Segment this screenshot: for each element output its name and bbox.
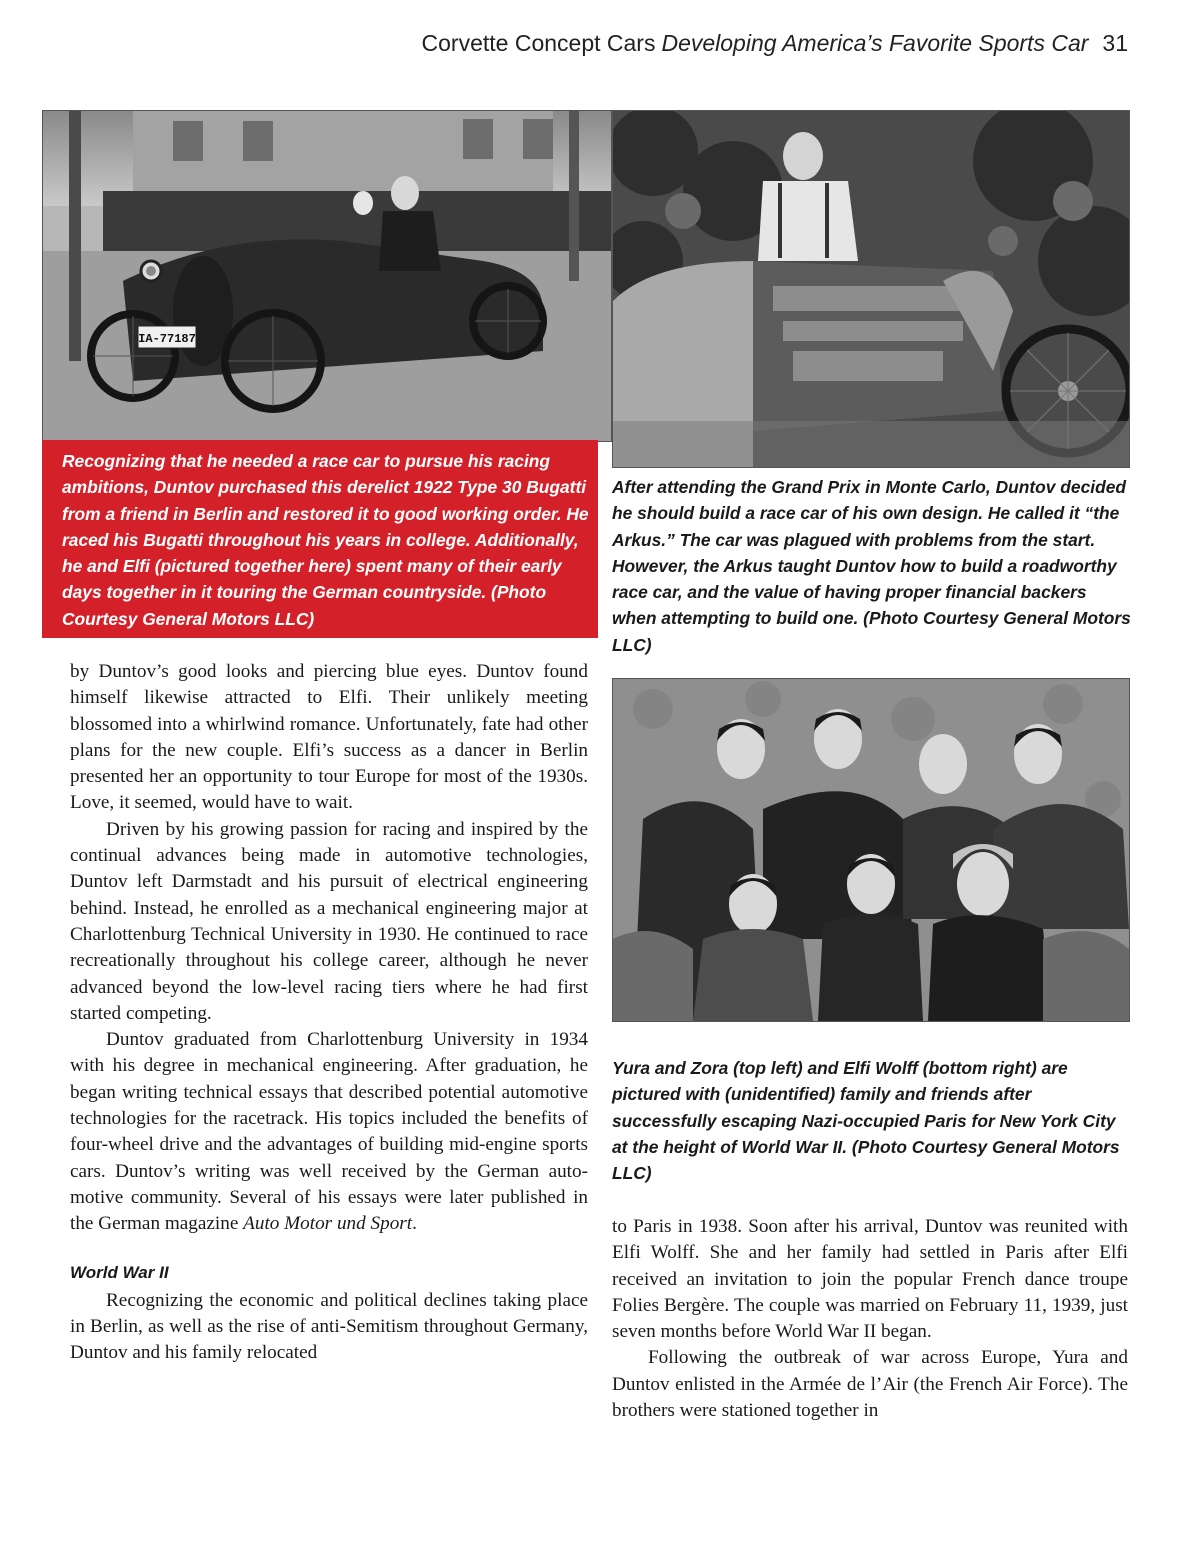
book-title: Corvette Concept Cars — [421, 30, 656, 56]
book-subtitle: Developing America’s Favorite Sports Car — [661, 30, 1089, 56]
page-number: 31 — [1102, 30, 1128, 56]
arkus-photo — [612, 110, 1130, 468]
paragraph-end: . — [412, 1213, 417, 1235]
paragraph: Recognizing the economic and political declines taking place in Berlin, as well as the rise of anti-Semitism throughout Germany, Duntov and his family relocated — [70, 1289, 588, 1364]
body-column-left — [70, 659, 588, 1367]
section-heading: World War II — [70, 1262, 169, 1282]
paragraph — [70, 1027, 588, 1237]
family-caption: Yura and Zora (top left) and Elfi Wolff (bottom right) are pictured with (unidentified) family and friends after successfully escaping Nazi-occupied Paris for New York City at the height of World War II. (Photo Courtesy General Motors LLC) — [612, 1058, 1120, 1184]
family-photo — [612, 678, 1130, 1022]
paragraph: to Paris in 1938. Soon after his arrival, Duntov was reunited with Elfi Wolff. She and her family had settled in Paris after Elfi received an invitation to join the popular French dance troupe Folies Bergère. The couple was married on February 11, 1939, just seven months before World War II began. — [612, 1216, 1128, 1343]
magazine-title: Auto Motor und Sport — [243, 1213, 413, 1235]
running-header — [422, 30, 1128, 57]
license-plate: IA-77187 — [138, 332, 196, 346]
paragraph: by Duntov’s good looks and piercing blue eyes. Duntov found himself likewise attracted to Elfi. Their unlikely meeting blossomed into a whirlwind romance. Unfortunately, fate had other plans for the new couple. Elfi’s success as a dancer in Berlin presented her an opportunity to tour Europe for most of the 1930s. Love, it seemed, would have to wait. — [70, 661, 588, 814]
bugatti-photo — [42, 110, 612, 442]
body-column-right — [612, 1214, 1128, 1424]
paragraph: Driven by his growing passion for racing and inspired by the continual advances being made in automotive technologies, Duntov left Darmstadt and his pursuit of electrical engineering behind. Instead, he enrolled as a mechanical engineering major at Charlottenburg Technical University in 1930. He continued to race recreationally throughout his college career, although he never advanced beyond the low-level racing tiers where he had first started competing. — [70, 818, 588, 1024]
paragraph-text: Duntov graduated from Charlottenburg University in 1934 with his degree in mechanical engineering. After graduation, he began writing technical essays that described potential automotive technologies for the racetrack. His topics included the benefits of four-wheel drive and the advantages of building mid-engine sports cars. Duntov’s writing was well received by the German automotive community. Several of his essays were later published in the German magazine — [70, 1029, 588, 1235]
arkus-caption: After attending the Grand Prix in Monte Carlo, Duntov decided he should build a race car of his own design. He called it “the Arkus.” The car was plagued with problems from the start. However, the Arkus taught Duntov how to build a roadworthy race car, and the value of having proper financial backers when attempting to build one. (Photo Courtesy General Motors LLC) — [612, 477, 1131, 655]
bugatti-caption: Recognizing that he needed a race car to pursue his racing ambitions, Duntov purchased this derelict 1922 Type 30 Bugatti from a friend in Berlin and restored it to good working order. He raced his Bugatti throughout his years in college. Additionally, he and Elfi (pictured together here) spent many of their early days together in it touring the German countryside. (Photo Courtesy General Motors LLC) — [42, 440, 598, 638]
paragraph: Following the outbreak of war across Europe, Yura and Duntov enlisted in the Armée de l’Air (the French Air Force). The brothers were stationed together in — [612, 1347, 1128, 1422]
